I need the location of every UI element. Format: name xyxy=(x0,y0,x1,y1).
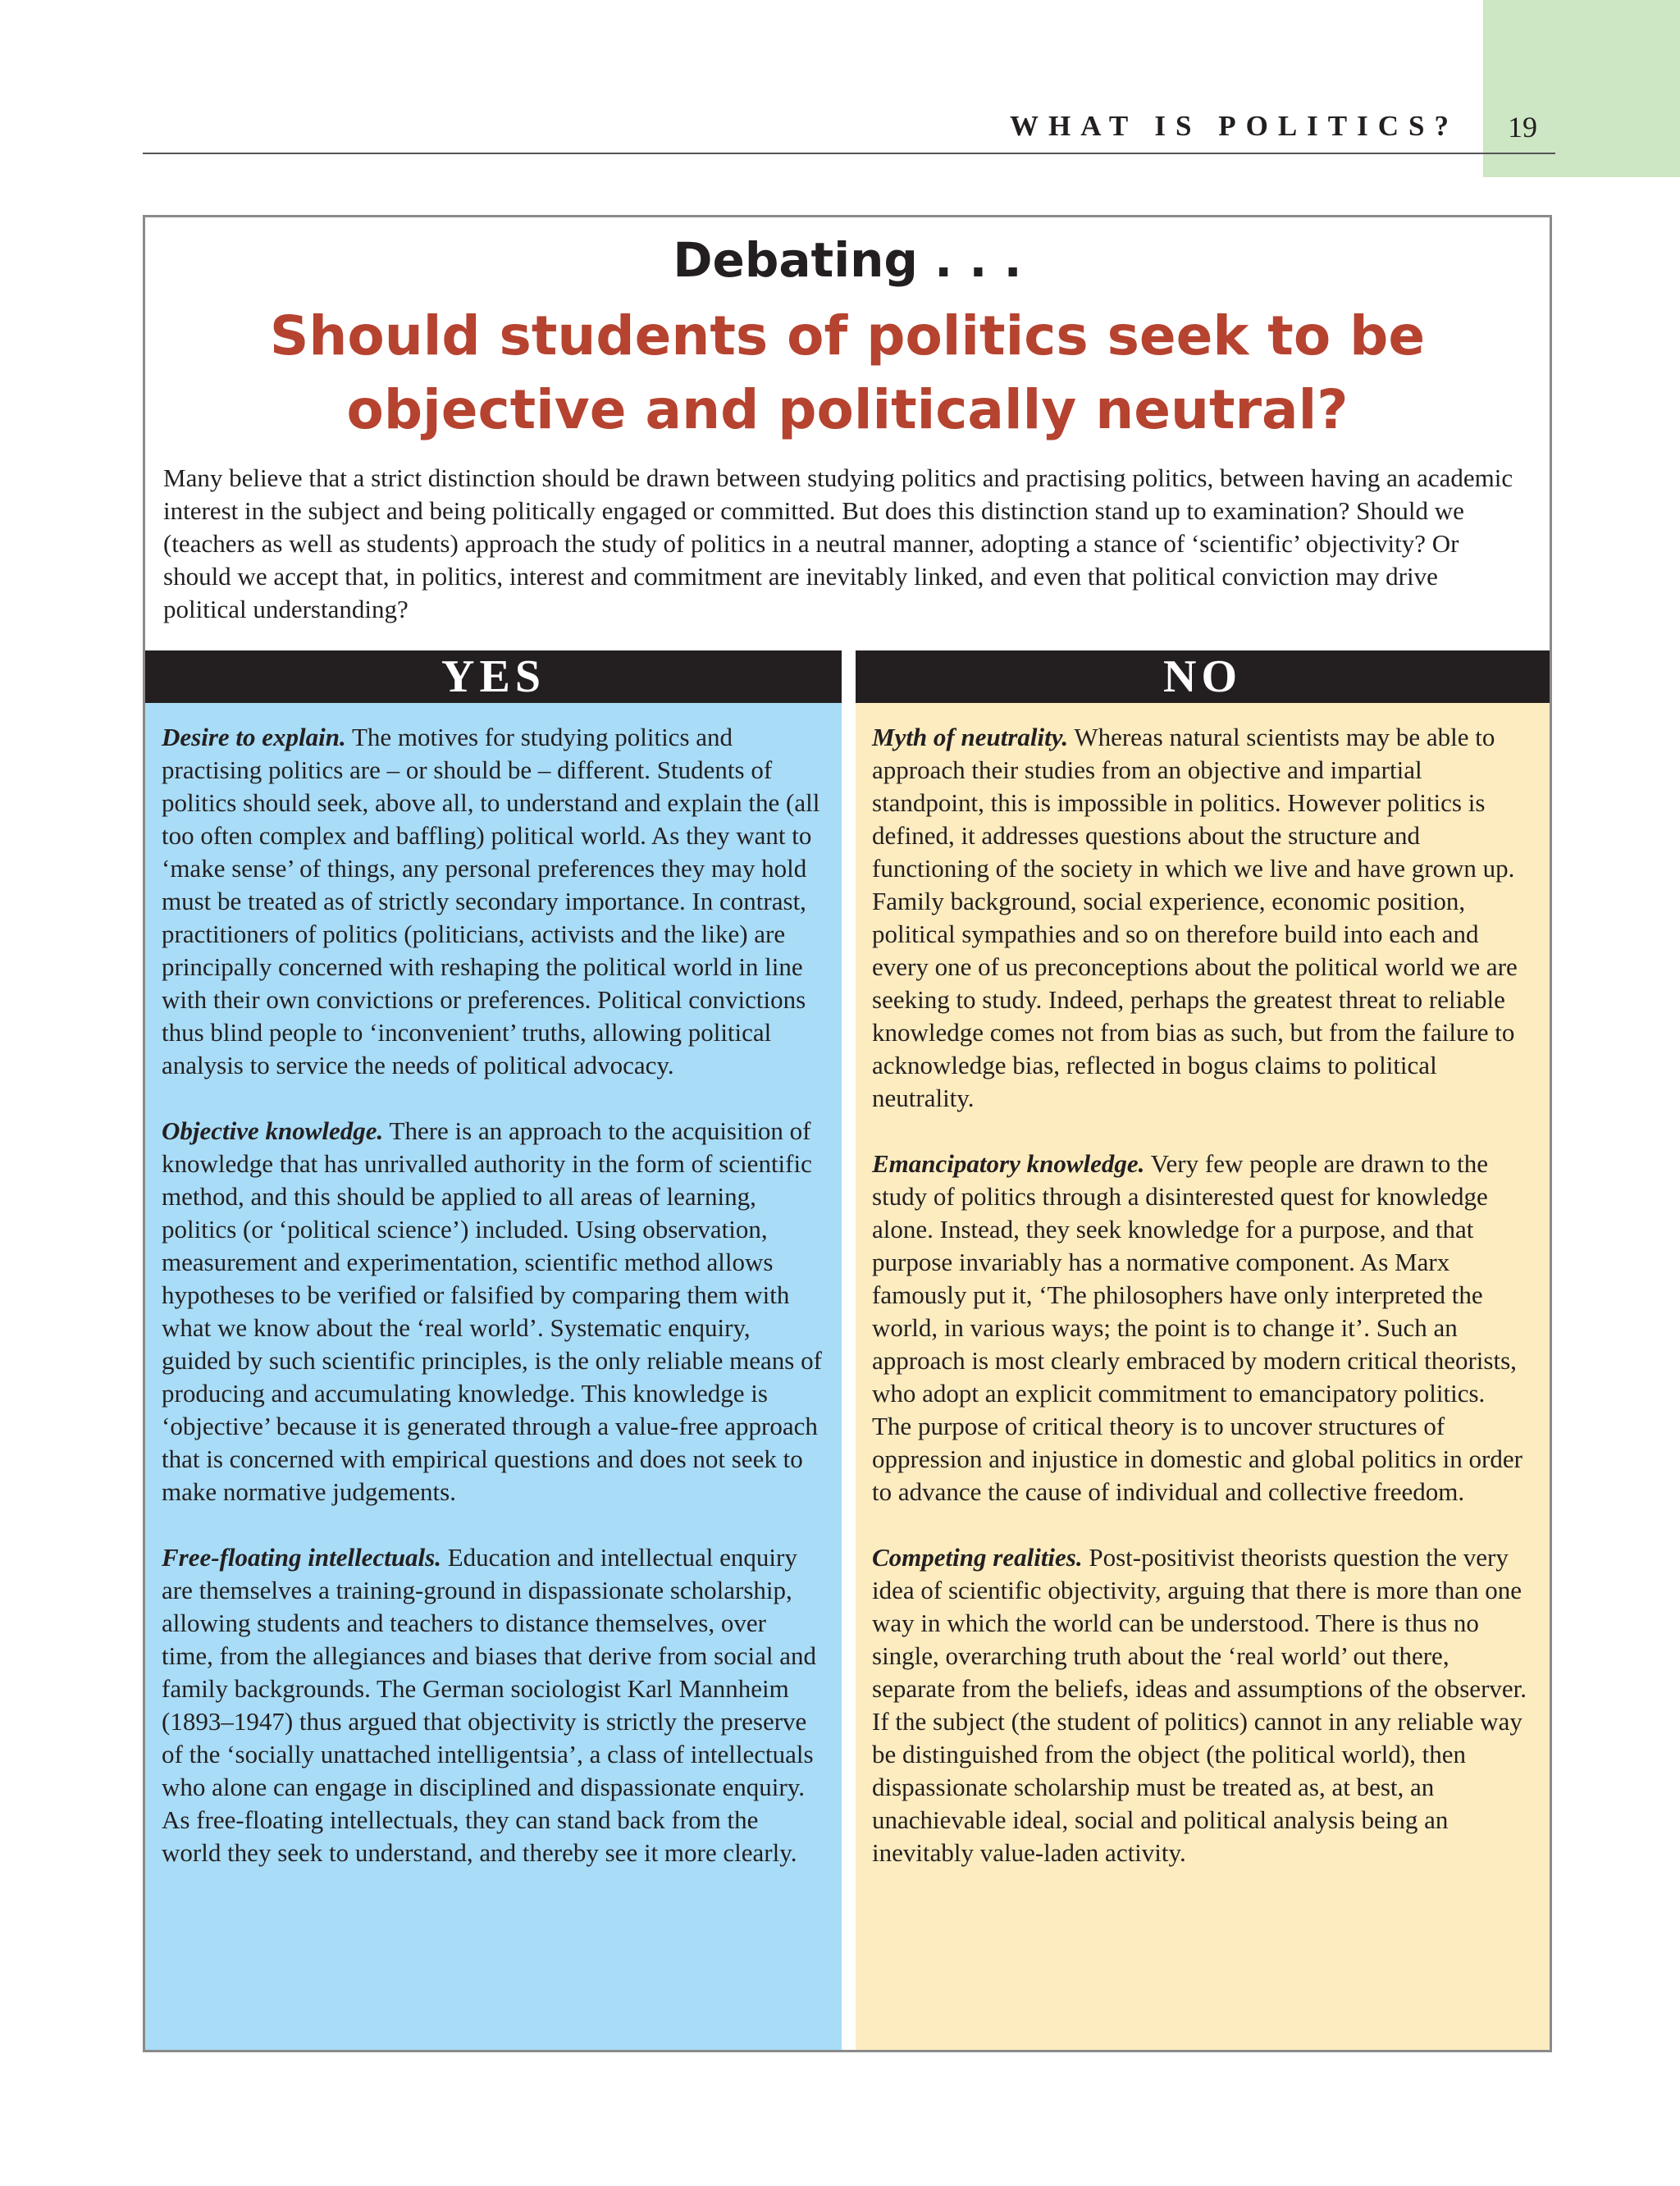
yes-paragraph-text: There is an approach to the acquisition of knowledge that has unrivalled authority in the form of scientific method, and this should be applied to all areas of learning, politics (or ‘political science’) included. Using observation, measurement and experimentation, scientific method allows hypotheses to be verified or falsified by comparing them with what we know about the ‘real world’. Systematic enquiry, guided by such scientific principles, is the only reliable means of producing and accumulating knowledge. This knowledge is ‘objective’ because it is generated through a value-free approach that is concerned with empirical questions and does not seek to make normative judgements. xyxy=(162,1116,822,1506)
running-title: WHAT IS POLITICS? xyxy=(1010,110,1459,142)
yes-paragraph-title: Desire to explain. xyxy=(162,723,346,751)
yes-heading: YES xyxy=(145,650,842,703)
no-paragraph-title: Emancipatory knowledge. xyxy=(872,1149,1145,1178)
yes-paragraph-text: The motives for studying politics and practising politics are – or should be – different. Students of politics should seek, above all, to understand and explain the (all too often complex and baffling) political world. As they want to ‘make sense’ of things, any personal preferences they may hold must be treated as of strictly secondary importance. In contrast, practitioners of politics (politicians, activists and the like) are principally concerned with reshaping the political world in line with their own convictions or preferences. Political convictions thus blind people to ‘inconvenient’ truths, allowing political analysis to service the needs of political advocacy. xyxy=(162,723,820,1079)
no-paragraph-text: Post-positivist theorists question the very idea of scientific objectivity, arguing that there is more than one way in which the world can be understood. There is thus no single, overarching truth about the ‘real world’ out there, separate from the beliefs, ideas and assumptions of the observer. If the subject (the student of politics) cannot in any reliable way be distinguished from the object (the political world), then dispassionate scholarship must be treated as, at best, an unachievable ideal, social and political analysis being an inevitably value-laden activity. xyxy=(872,1543,1527,1867)
no-paragraph-text: Very few people are drawn to the study of politics through a disinterested quest for knowledge alone. Instead, they seek knowledge for a purpose, and that purpose invariably has a normative component. As Marx famously put it, ‘The philosophers have only interpreted the world, in various ways; the point is to change it’. Such an approach is most clearly embraced by modern critical theorists, who adopt an explicit commitment to emancipatory politics. The purpose of critical theory is to uncover structures of oppression and injustice in domestic and global politics in order to advance the cause of individual and collective freedom. xyxy=(872,1149,1522,1506)
debate-question: Should students of politics seek to be objective and politically neutral? xyxy=(269,304,1426,441)
no-paragraph-title: Myth of neutrality. xyxy=(872,723,1069,751)
running-header xyxy=(143,107,1555,154)
yes-paragraph-text: Education and intellectual enquiry are themselves a training-ground in dispassionate scholarship, allowing students and teachers to distance themselves, over time, from the allegiances and biases that derive from social and family backgrounds. The German sociologist Karl Mannheim (1893–1947) thus argued that objectivity is strictly the preserve of the ‘socially unattached intelligentsia’, a class of intellectuals who alone can engage in disciplined and dispassionate enquiry. As free-floating intellectuals, they can stand back from the world they seek to understand, and thereby see it more clearly. xyxy=(162,1543,816,1867)
no-paragraph-title: Competing realities. xyxy=(872,1543,1083,1572)
yes-paragraph-title: Objective knowledge. xyxy=(162,1116,384,1145)
debate-kicker: Debating . . . xyxy=(673,232,1022,288)
no-paragraph xyxy=(872,1541,1530,1869)
yes-paragraph xyxy=(162,1541,822,1869)
yes-paragraph-title: Free-floating intellectuals. xyxy=(162,1543,441,1572)
no-paragraph xyxy=(872,1148,1530,1508)
page-number: 19 xyxy=(1508,111,1537,144)
no-heading: NO xyxy=(856,650,1550,703)
yes-column xyxy=(145,703,842,2050)
yes-paragraph xyxy=(162,721,822,1082)
no-paragraph-text: Whereas natural scientists may be able to approach their studies from an objective and impartial standpoint, this is impossible in politics. However politics is defined, it addresses questions about the structure and functioning of the society in which we live and have grown up. Family background, social experience, economic position, political sympathies and so on therefore build into each and every one of us preconceptions about the political world we are seeking to study. Indeed, perhaps the greatest threat to reliable knowledge comes not from bias as such, but from the failure to acknowledge bias, reflected in bogus claims to political neutrality. xyxy=(872,723,1518,1112)
yes-paragraph xyxy=(162,1115,822,1508)
debate-intro: Many believe that a strict distinction should be drawn between studying politics and practising politics, between having an academic interest in the subject and being politically engaged or committed. But does this distinction stand up to examination? Should we (teachers as well as students) approach the study of politics in a neutral manner, adopting a stance of ‘scientific’ objectivity? Or should we accept that, in politics, interest and commitment are inevitably linked, and even that political conviction may drive political understanding? xyxy=(163,463,1513,623)
no-paragraph xyxy=(872,721,1530,1115)
no-column xyxy=(856,703,1550,2050)
debate-box xyxy=(143,215,1552,2052)
